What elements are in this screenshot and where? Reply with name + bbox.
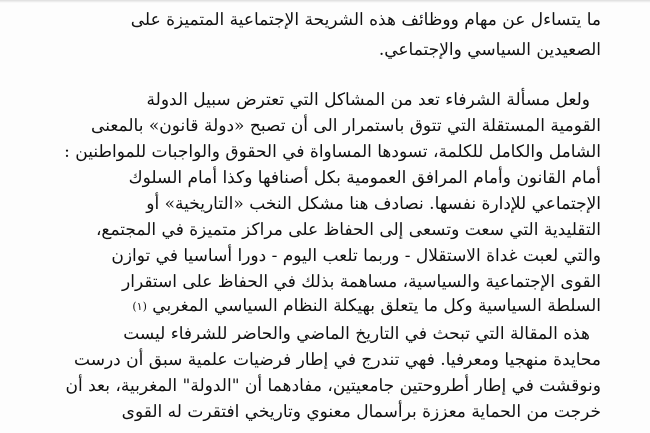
text-line: التقليدية التي سعت وتسعى إلى الحفاظ على مراكز متميزة في المجتمع،: [95, 220, 601, 240]
text-line-with-footnote: [0, 292, 601, 320]
text-line: ما يتساءل عن مهام ووظائف هذه الشريحة الإجتماعية المتميزة على: [130, 10, 601, 30]
text-line: محايدة منهجيا ومعرفيا. فهي تندرج في إطار فرضيات علمية سبق أن درست: [74, 350, 601, 370]
text-line: ونوقشت في إطار أطروحتين جامعيتين، مفادهما أن "الدولة" المغربية، بعد أن: [65, 376, 601, 396]
text-line: ولعل مسألة الشرفاء تعد من المشاكل التي تعترض سبيل الدولة: [146, 90, 590, 110]
text-line: الصعيدين السياسي والإجتماعي.: [378, 40, 601, 60]
text-line: القومية المستقلة التي تتوق باستمرار الى أن تصبح «دولة قانون» بالمعنى: [91, 116, 601, 136]
text-line: الإجتماعي للإدارة نفسها. نصادف هنا مشكل النخب «التاريخية» أو: [146, 194, 601, 214]
text-line: السلطة السياسية وكل ما يتعلق بهيكلة النظام السياسي المغربي: [152, 296, 601, 316]
footnote-mark: (١): [132, 300, 147, 313]
page-top-shadow: [0, 0, 650, 3]
text-line: هذه المقالة التي تبحث في التاريخ الماضي والحاضر للشرفاء ليست: [123, 324, 590, 344]
text-line: القوى الإجتماعية والسياسية، مساهمة بذلك في الحفاظ على استقرار: [122, 272, 601, 292]
text-line: أمام القانون وأمام المرافق العمومية بكل أصنافها وكذا أمام السلوك: [128, 168, 601, 188]
text-line: خرجت من الحماية معززة برأسمال معنوي وتاريخي افتقرت له القوى: [121, 402, 601, 422]
text-line: الشامل والكامل للكلمة، تسودها المساواة في الحقوق والواجبات للمواطنين :: [64, 142, 601, 162]
text-line: والتي لعبت غداة الاستقلال - وربما تلعب اليوم - دورا أساسيا في توازن: [111, 246, 601, 266]
